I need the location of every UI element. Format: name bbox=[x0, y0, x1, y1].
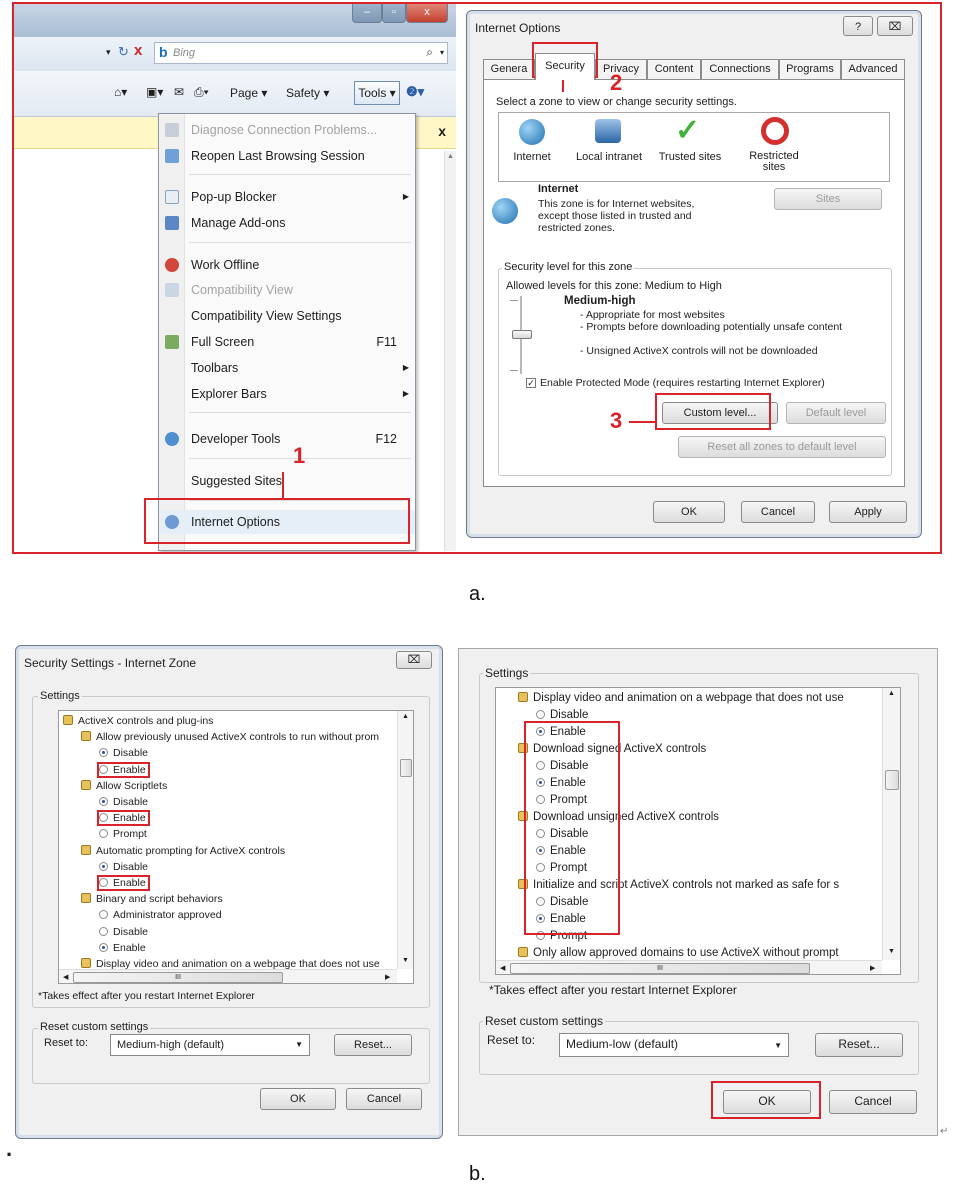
settings-gear-icon bbox=[81, 893, 91, 903]
tree-horizontal-scrollbar[interactable] bbox=[496, 960, 882, 975]
setting-radio-enable[interactable] bbox=[99, 877, 148, 889]
scroll-thumb[interactable]: III bbox=[510, 963, 810, 974]
takes-effect-note: *Takes effect after you restart Internet Explorer bbox=[38, 990, 255, 1002]
reset-to-label: Reset to: bbox=[487, 1033, 536, 1047]
reset-to-value: Medium-high (default) bbox=[117, 1039, 224, 1051]
reset-to-select[interactable] bbox=[110, 1034, 310, 1056]
setting-radio-disable[interactable] bbox=[99, 747, 148, 759]
apply-button[interactable]: Apply bbox=[829, 501, 907, 523]
tab-advanced[interactable]: Advanced bbox=[841, 59, 905, 79]
radio-selected-icon bbox=[99, 797, 108, 806]
setting-radio-disable[interactable] bbox=[99, 926, 148, 938]
tree-item-label: Binary and script behaviors bbox=[96, 893, 223, 906]
safety-menu-label: Safety bbox=[286, 86, 321, 100]
tree-vertical-scrollbar[interactable] bbox=[397, 711, 414, 969]
setting-radio-prompt[interactable] bbox=[99, 828, 147, 840]
submenu-arrow-icon: ▶ bbox=[402, 363, 409, 372]
annotation-number-3: 3 bbox=[610, 408, 623, 433]
return-mark: ↵ bbox=[940, 1126, 949, 1137]
tree-item-label: Enable bbox=[550, 845, 586, 857]
radio-selected-icon bbox=[99, 862, 108, 871]
tree-item-label: ActiveX controls and plug-ins bbox=[78, 715, 214, 727]
menu-item-label: Toolbars bbox=[191, 361, 239, 375]
internet-globe-icon[interactable] bbox=[519, 119, 545, 145]
shortcut-label: F12 bbox=[375, 432, 397, 446]
tree-item-label: Enable bbox=[113, 812, 146, 825]
menu-item-label: Pop-up Blocker bbox=[191, 190, 277, 204]
dialog-close-button[interactable]: ⌧ bbox=[396, 651, 432, 669]
ok-button[interactable]: OK bbox=[653, 501, 725, 523]
settings-gear-icon bbox=[518, 947, 528, 957]
tab-security[interactable]: Security bbox=[535, 53, 595, 80]
tree-horizontal-scrollbar[interactable] bbox=[59, 969, 397, 984]
caption-a: a. bbox=[469, 583, 486, 605]
slider-tick bbox=[510, 370, 518, 371]
reset-to-value: Medium-low (default) bbox=[566, 1037, 679, 1051]
home-icon[interactable]: ⌂▾ bbox=[114, 85, 128, 99]
print-icon[interactable]: ⎙▾ bbox=[194, 85, 209, 99]
cancel-button[interactable]: Cancel bbox=[741, 501, 815, 523]
settings-gear-icon bbox=[81, 780, 91, 790]
page-menu-label: Page bbox=[230, 86, 259, 100]
stray-dot: . bbox=[6, 1136, 13, 1161]
search-dropdown-icon[interactable]: ▾ bbox=[439, 48, 444, 57]
scroll-down-icon[interactable]: ▼ bbox=[888, 948, 895, 955]
settings-category bbox=[63, 715, 213, 727]
settings-gear-icon bbox=[518, 692, 528, 702]
refresh-icon[interactable]: ↻ bbox=[118, 44, 129, 59]
page-menu-button[interactable]: Page ▾ bbox=[230, 86, 268, 100]
infobar-close-icon[interactable]: x bbox=[438, 123, 446, 139]
scroll-right-icon[interactable]: ▶ bbox=[870, 965, 876, 972]
setting-radio-enable[interactable] bbox=[99, 764, 148, 776]
scroll-left-icon[interactable]: ◀ bbox=[63, 974, 69, 981]
settings-gear-icon bbox=[81, 731, 91, 741]
submenu-arrow-icon: ▶ bbox=[402, 389, 409, 398]
setting-radio-disable[interactable] bbox=[99, 796, 148, 808]
mail-icon[interactable]: ✉ bbox=[174, 85, 185, 99]
tree-item-label: Download signed ActiveX controls bbox=[533, 743, 707, 755]
takes-effect-note: *Takes effect after you restart Internet Explorer bbox=[489, 983, 737, 997]
radio-empty-icon bbox=[99, 878, 108, 887]
scroll-left-icon[interactable]: ◀ bbox=[500, 965, 506, 972]
submenu-arrow-icon: ▶ bbox=[402, 192, 409, 201]
tree-item-label: Disable bbox=[550, 709, 589, 721]
caption-b: b. bbox=[469, 1163, 486, 1185]
sites-button[interactable]: Sites bbox=[774, 188, 882, 210]
custom-level-button[interactable]: Custom level... bbox=[662, 402, 778, 424]
annotation-line-3 bbox=[629, 421, 655, 423]
settings-tree[interactable] bbox=[58, 710, 414, 984]
settings-gear-icon bbox=[81, 845, 91, 855]
ok-button[interactable]: OK bbox=[260, 1088, 336, 1110]
menu-item-label: Work Offline bbox=[191, 258, 260, 272]
scroll-thumb[interactable] bbox=[400, 759, 412, 777]
settings-item bbox=[81, 958, 380, 970]
annotation-box-enable-options bbox=[524, 721, 620, 935]
menu-item-label: Suggested Sites bbox=[191, 474, 283, 488]
restricted-sites-icon[interactable] bbox=[761, 117, 789, 145]
reset-to-label: Reset to: bbox=[44, 1037, 89, 1049]
security-level-name: Medium-high bbox=[564, 295, 636, 307]
tree-item-label: Prompt bbox=[550, 794, 588, 806]
menu-item-label: Full Screen bbox=[191, 335, 255, 349]
settings-item bbox=[81, 845, 285, 857]
local-intranet-icon[interactable] bbox=[595, 119, 621, 143]
tree-item-label: Enable bbox=[550, 777, 586, 789]
radio-empty-icon bbox=[99, 927, 108, 936]
settings-item bbox=[518, 692, 844, 704]
setting-radio-enable[interactable] bbox=[99, 812, 148, 824]
settings-group-label: Settings bbox=[40, 690, 80, 702]
minimize-icon[interactable]: – bbox=[352, 3, 382, 23]
tree-item-label: Allow previously unused ActiveX controls to run without prom bbox=[96, 731, 380, 744]
scroll-right-icon[interactable]: ▶ bbox=[385, 974, 391, 981]
tree-item-label: Disable bbox=[113, 860, 149, 873]
settings-gear-icon bbox=[81, 958, 91, 968]
annotation-number-1: 1 bbox=[293, 443, 306, 468]
dialog-close-button[interactable]: ⌧ bbox=[877, 16, 913, 36]
scroll-up-icon[interactable]: ▲ bbox=[447, 153, 454, 160]
scroll-up-icon[interactable]: ▲ bbox=[402, 713, 409, 720]
help-button[interactable]: ? bbox=[843, 16, 873, 36]
tree-item-label: Disable bbox=[550, 828, 589, 840]
tree-item-label: Only allow approved domains to use ActiveX without prompt bbox=[533, 947, 839, 959]
tree-item-label: Download unsigned ActiveX controls bbox=[533, 811, 720, 823]
stop-icon[interactable]: x bbox=[134, 42, 143, 59]
selected-zone-title: Internet bbox=[538, 183, 579, 195]
search-icon[interactable]: ⌕ bbox=[426, 45, 433, 59]
tab-programs[interactable]: Programs bbox=[779, 59, 841, 79]
maximize-icon[interactable]: ▫ bbox=[382, 3, 406, 23]
reset-button[interactable]: Reset... bbox=[815, 1033, 903, 1057]
settings-item bbox=[81, 893, 223, 905]
tree-item-label: Prompt bbox=[550, 930, 588, 942]
protected-mode-checkbox[interactable]: ✓ bbox=[527, 378, 535, 388]
tree-item-label: Disable bbox=[113, 747, 149, 760]
cancel-button[interactable]: Cancel bbox=[829, 1090, 917, 1114]
cancel-button[interactable]: Cancel bbox=[346, 1088, 422, 1110]
level-bullet: - Appropriate for most websites bbox=[580, 309, 725, 321]
tree-vertical-scrollbar[interactable] bbox=[882, 688, 901, 960]
scroll-thumb[interactable] bbox=[885, 770, 899, 790]
menu-item-label: Internet Options bbox=[191, 515, 280, 529]
allowed-levels-text: Allowed levels for this zone: Medium to High bbox=[506, 280, 722, 292]
setting-radio-disable[interactable] bbox=[99, 861, 148, 873]
search-engine-label: Bing bbox=[173, 47, 196, 59]
tree-item-label: Prompt bbox=[550, 862, 588, 874]
level-bullet: - Unsigned ActiveX controls will not be downloaded bbox=[580, 345, 818, 357]
level-bullet: - Prompts before downloading potentially unsafe content bbox=[580, 321, 843, 333]
safety-menu-button[interactable]: Safety ▾ bbox=[286, 86, 330, 100]
annotation-number-2: 2 bbox=[610, 70, 623, 95]
tree-item-label: Allow Scriptlets bbox=[96, 779, 168, 792]
tab-content[interactable]: Content bbox=[647, 59, 701, 79]
menu-item-label: Explorer Bars bbox=[191, 387, 267, 401]
zone-list bbox=[498, 112, 890, 182]
chevron-down-icon: ▼ bbox=[295, 1040, 303, 1049]
internet-options-dialog bbox=[466, 10, 922, 538]
tree-item-label: Enable bbox=[113, 941, 146, 954]
menu-item-label: Reopen Last Browsing Session bbox=[191, 149, 365, 163]
tree-item-label: Enable bbox=[113, 877, 146, 889]
selected-zone-description: This zone is for Internet websites, except those listed in trusted and restricted zones. bbox=[538, 198, 695, 234]
dropdown-arrow-icon[interactable]: ▾ bbox=[106, 47, 111, 57]
security-slider-thumb[interactable] bbox=[512, 330, 532, 339]
reset-all-zones-button[interactable]: Reset all zones to default level bbox=[678, 436, 886, 458]
annotation-box-internet-options bbox=[144, 498, 410, 544]
tree-item-label: Administrator approved bbox=[113, 909, 222, 922]
reset-to-select[interactable] bbox=[559, 1033, 789, 1057]
select-zone-text: Select a zone to view or change security settings. bbox=[496, 96, 737, 108]
protected-mode-label: Enable Protected Mode (requires restarting Internet Explorer) bbox=[540, 377, 825, 389]
settings-item bbox=[518, 947, 839, 959]
tree-item-label: Enable bbox=[550, 726, 586, 738]
tab-privacy[interactable]: Privacy bbox=[595, 59, 647, 79]
radio-empty-icon bbox=[99, 765, 108, 774]
ok-button[interactable]: OK bbox=[723, 1090, 811, 1114]
slider-tick bbox=[510, 300, 518, 301]
feeds-icon[interactable]: ▣▾ bbox=[146, 85, 164, 99]
chevron-down-icon: ▼ bbox=[774, 1041, 782, 1050]
radio-empty-icon bbox=[99, 813, 108, 822]
close-icon[interactable]: x bbox=[406, 3, 448, 23]
tools-menu-label: Tools bbox=[358, 86, 387, 100]
settings-item bbox=[81, 731, 379, 743]
menu-item-label: Compatibility View Settings bbox=[191, 309, 342, 323]
security-settings-dialog bbox=[15, 645, 443, 1139]
tree-item-label: Disable bbox=[113, 925, 149, 938]
radio-empty-icon bbox=[99, 910, 108, 919]
shortcut-label: F11 bbox=[376, 335, 397, 349]
setting-radio-disable[interactable] bbox=[536, 709, 588, 721]
tree-item-label: Disable bbox=[550, 896, 589, 908]
tab-general[interactable]: Genera bbox=[483, 59, 535, 79]
tree-item-label: Initialize and script ActiveX controls not marked as safe for s bbox=[533, 879, 840, 891]
annotation-line-1 bbox=[282, 472, 284, 498]
zone-internet[interactable]: Internet bbox=[513, 151, 551, 163]
tab-connections[interactable]: Connections bbox=[701, 59, 779, 79]
reset-group-label: Reset custom settings bbox=[485, 1014, 604, 1028]
reset-button[interactable]: Reset... bbox=[334, 1034, 412, 1056]
radio-empty-icon bbox=[99, 829, 108, 838]
dialog-title: Security Settings - Internet Zone bbox=[24, 656, 197, 670]
annotation-box-custom-level bbox=[655, 393, 771, 430]
tree-item-label: Enable bbox=[550, 913, 586, 925]
menu-item-label: Manage Add-ons bbox=[191, 216, 286, 230]
scroll-down-icon[interactable]: ▼ bbox=[402, 957, 409, 964]
settings-group-label: Settings bbox=[485, 666, 529, 680]
security-level-group-label: Security level for this zone bbox=[504, 261, 633, 273]
radio-selected-icon bbox=[99, 943, 108, 952]
radio-empty-icon bbox=[536, 710, 545, 719]
tree-item-label: Disable bbox=[113, 796, 149, 808]
zone-restricted-sites[interactable]: Restricted sites bbox=[749, 150, 799, 173]
default-level-button[interactable]: Default level bbox=[786, 402, 886, 424]
tree-item-label: Automatic prompting for ActiveX controls bbox=[96, 844, 286, 857]
settings-item bbox=[81, 780, 167, 792]
reset-group-label: Reset custom settings bbox=[40, 1021, 149, 1033]
tree-item-label: Enable bbox=[113, 763, 146, 776]
tools-menu-button[interactable]: Tools ▾ bbox=[354, 81, 400, 105]
setting-radio-enable[interactable] bbox=[99, 942, 146, 954]
zone-trusted-sites[interactable]: Trusted sites bbox=[658, 151, 722, 163]
scroll-up-icon[interactable]: ▲ bbox=[888, 690, 895, 697]
menu-item-label: Compatibility View bbox=[191, 283, 293, 297]
setting-radio-administrator-approved[interactable] bbox=[99, 909, 222, 921]
scroll-thumb[interactable]: III bbox=[73, 972, 283, 983]
annotation-line-2 bbox=[562, 78, 564, 92]
annotation-box-ok bbox=[711, 1081, 821, 1119]
settings-gear-icon bbox=[63, 715, 73, 725]
tree-item-label: Display video and animation on a webpage that does not use bbox=[96, 958, 380, 970]
help-icon[interactable]: ❷▾ bbox=[406, 84, 425, 99]
menu-item-label: Diagnose Connection Problems... bbox=[191, 123, 378, 137]
zone-local-intranet[interactable]: Local intranet bbox=[575, 151, 643, 163]
dialog-title: Internet Options bbox=[475, 21, 561, 35]
tree-item-label: Display video and animation on a webpage that does not use bbox=[533, 692, 844, 704]
tree-item-label: Prompt bbox=[113, 828, 147, 841]
selected-zone-globe-icon bbox=[492, 198, 518, 224]
radio-selected-icon bbox=[99, 748, 108, 757]
bing-logo-icon: b bbox=[159, 44, 168, 60]
menu-item-label: Developer Tools bbox=[191, 432, 281, 446]
trusted-sites-check-icon[interactable]: ✓ bbox=[675, 114, 701, 147]
tree-item-label: Disable bbox=[550, 760, 589, 772]
